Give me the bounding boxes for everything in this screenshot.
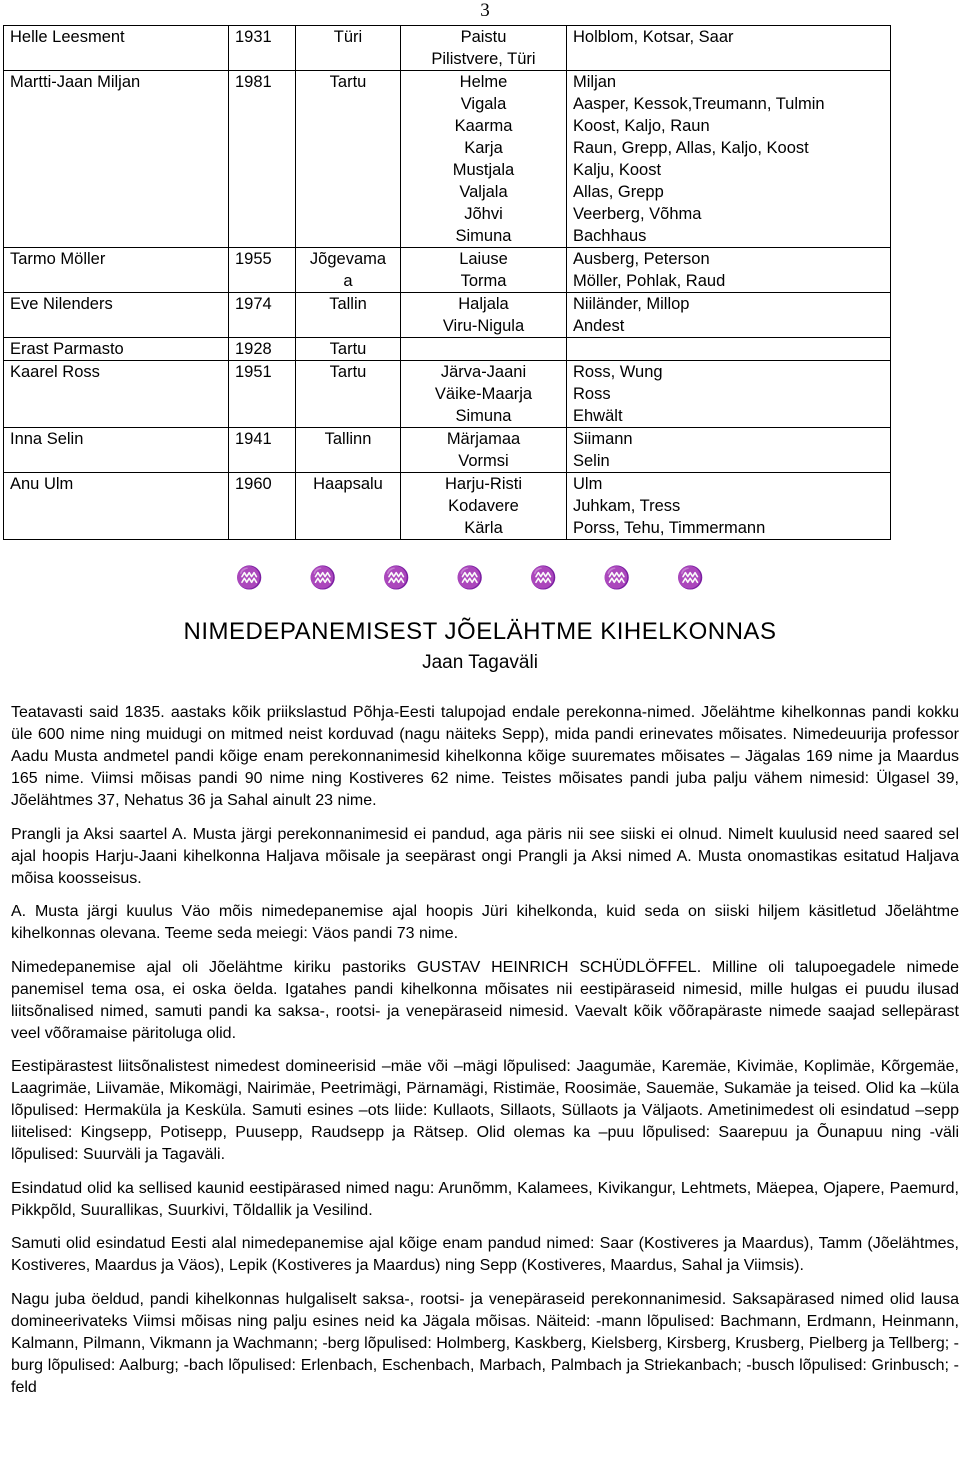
cell-year-text: 1981 xyxy=(235,73,272,91)
cell-manors xyxy=(401,293,567,338)
page-number: 3 xyxy=(480,0,490,21)
cell-place xyxy=(296,293,401,338)
cell-name xyxy=(4,26,229,71)
cell-manors-line: Viru-Nigula xyxy=(442,317,525,335)
cell-names xyxy=(567,71,891,248)
cell-name xyxy=(4,338,229,361)
cell-manors-line: Laiuse xyxy=(459,250,508,268)
cell-names xyxy=(567,293,891,338)
cell-manors-line: Haljala xyxy=(458,295,509,313)
table-row xyxy=(4,71,891,248)
cell-year xyxy=(229,248,296,293)
body-paragraph: Nagu juba öeldud, pandi kihelkonnas hulgaliselt saksa-, rootsi- ja venepäraseid perekonnanimesid. Saksapärased nimed olid lausa domineerivateks Viimsi mõisas ning palju esines neid ka Jägala mõisas. Näiteid: -mann lõpulised: Bachmann, Erdmann, Heinmann, Kalmann, Pilmann, Vikmann ja Wachmann; -berg lõpulised: Holmberg, Kaskberg, Kielsberg, Kirsberg, Krusberg, Pielberg ja Tellberg; -burg lõpulised: Aalburg; -bach lõpulised: Erlenbach, Eschenbach, Marbach, Palmbach ja Striekanbach; -busch lõpulised: Grinbusch; -feld xyxy=(11,1290,959,1396)
cell-place xyxy=(296,248,401,293)
table-row xyxy=(4,293,891,338)
cell-place-line: Jõgevama xyxy=(309,250,387,268)
cell-year xyxy=(229,428,296,473)
cell-names-line: Bachhaus xyxy=(573,227,647,245)
cell-name-text: Helle Leesment xyxy=(10,28,125,46)
cell-place-line: Tallin xyxy=(329,295,367,313)
cell-manors-line: Paistu xyxy=(460,28,507,46)
cell-place xyxy=(296,71,401,248)
body-paragraph: A. Musta järgi kuulus Väo mõis nimedepanemise ajal hoopis Jüri kihelkonda, kuid seda on siiski hiljem käsitletud Jõelähtme kihelkonnas olevana. Teeme seda meiegi: Väos pandi 73 nime. xyxy=(11,903,959,942)
cell-manors-line: Helme xyxy=(459,73,508,91)
cell-names-line: Holblom, Kotsar, Saar xyxy=(573,28,734,46)
cell-year-text: 1928 xyxy=(235,340,272,358)
article-title: NIMEDEPANEMISEST JÕELÄHTME KIHELKONNAS xyxy=(183,618,777,645)
cell-names-line: Siimann xyxy=(573,430,633,448)
cell-name-text: Inna Selin xyxy=(10,430,84,448)
cell-manors xyxy=(401,71,567,248)
table-row xyxy=(4,473,891,540)
cell-place xyxy=(296,473,401,540)
cell-manors-line: Simuna xyxy=(455,407,512,425)
cell-manors-line: Jõhvi xyxy=(464,205,503,223)
cell-names-line: Aasper, Kessok,Treumann, Tulmin xyxy=(573,95,825,113)
cell-manors-line: Väike-Maarja xyxy=(434,385,533,403)
cell-year-text: 1960 xyxy=(235,475,272,493)
cell-names-line: Allas, Grepp xyxy=(573,183,664,201)
cell-year-text: 1974 xyxy=(235,295,272,313)
cell-manors xyxy=(401,248,567,293)
body-paragraph: Prangli ja Aksi saartel A. Musta järgi perekonnanimesid ei pandud, aga päris nii see siiski ei olnud. Nimelt kuulusid need saared sel ajal hoopis Harju-Jaani kihelkonna Haljava mõisale ja seepärast ongi Prangli ja Aksi nimed A. Musta onomastikas esitatud Haljava mõisa koosseisus. xyxy=(11,825,959,887)
cell-name xyxy=(4,293,229,338)
cell-year xyxy=(229,338,296,361)
cell-place-line: Tallinn xyxy=(324,430,372,448)
cell-place-line: Tartu xyxy=(329,363,367,381)
cell-year-text: 1955 xyxy=(235,250,272,268)
person-table xyxy=(3,25,891,540)
cell-manors-line: Kodavere xyxy=(448,497,519,515)
body-paragraph: Samuti olid esindatud Eesti alal nimedepanemise ajal kõige enam pandud nimed: Saar (Kostiveres ja Maardus), Tamm (Jõelähtmes, Kostiveres, Maardus ja Väos), Lepik (Kostiveres ja Maardus) ning Sepp (Kostiveres, Maardus, Sahal ja Viimsis). xyxy=(11,1235,959,1274)
cell-manors-line: Torma xyxy=(460,272,507,290)
cell-year xyxy=(229,293,296,338)
cell-place-line: Türi xyxy=(333,28,363,46)
cell-manors xyxy=(401,428,567,473)
cell-place xyxy=(296,361,401,428)
cell-manors xyxy=(401,26,567,71)
cell-manors-line: Karja xyxy=(464,139,503,157)
table-row xyxy=(4,26,891,71)
cell-names-line: Möller, Pohlak, Raud xyxy=(573,272,726,290)
cell-place-line: Haapsalu xyxy=(313,475,383,493)
table-row xyxy=(4,428,891,473)
cell-name-text: Kaarel Ross xyxy=(10,363,100,381)
cell-manors-line: Vigala xyxy=(460,95,507,113)
cell-names-line: Ausberg, Peterson xyxy=(573,250,710,268)
cell-manors-line: Harju-Risti xyxy=(444,475,522,493)
cell-names-line: Porss, Tehu, Timmermann xyxy=(573,519,766,537)
cell-names-line: Selin xyxy=(573,452,610,470)
cell-year-text: 1951 xyxy=(235,363,272,381)
cell-manors-line: Valjala xyxy=(459,183,508,201)
cell-names-line: Raun, Grepp, Allas, Kaljo, Koost xyxy=(573,139,809,157)
cell-place-line: Tartu xyxy=(329,73,367,91)
cell-names xyxy=(567,428,891,473)
cell-names xyxy=(567,473,891,540)
cell-manors-line: Mustjala xyxy=(452,161,515,179)
table-body xyxy=(4,26,891,540)
cell-names xyxy=(567,361,891,428)
table-row xyxy=(4,248,891,293)
cell-name xyxy=(4,428,229,473)
cell-manors-line: Järva-Jaani xyxy=(440,363,527,381)
cell-place-line: a xyxy=(343,272,353,290)
body-paragraph: Esindatud olid ka sellised kaunid eestipärased nimed nagu: Arunõmm, Kalamees, Kivikangur, Lehtmets, Mäepea, Ojapere, Paemurd, Pikkpõld, Suurallikas, Suurkivi, Tõldallik ja Vesilind. xyxy=(11,1179,959,1219)
cell-names xyxy=(567,26,891,71)
body-paragraph: Nimedepanemise ajal oli Jõelähtme kiriku pastoriks GUSTAV HEINRICH SCHÜDLÖFFEL. Milline oli talupoegadele nimede panemisel tema osa, ei oska öelda. Igatahes pandi kihelkonna mõisates nii eestipäraseid nimesid, mille hulgas ei puudu ilusad liitsõnalised nimed, samuti pandi ka saksa-, rootsi- ja venepäraseid nimesid. Vaevalt kõik võõrapäraste nimede saajad sellepärast veel võõramaise päritoluga olid. xyxy=(11,958,959,1042)
cell-names-line: Miljan xyxy=(573,73,617,91)
cell-names-line: Niiländer, Millop xyxy=(573,295,690,313)
ornament-divider: ♒ ♒ ♒ ♒ ♒ ♒ ♒ xyxy=(235,565,725,590)
cell-manors-line: Kaarma xyxy=(454,117,513,135)
cell-manors xyxy=(401,361,567,428)
table-row xyxy=(4,338,891,361)
cell-names-line: Juhkam, Tress xyxy=(573,497,681,515)
cell-manors xyxy=(401,473,567,540)
cell-names-line: Veerberg, Võhma xyxy=(573,205,702,223)
cell-names-line: Koost, Kaljo, Raun xyxy=(573,117,710,135)
cell-year-text: 1941 xyxy=(235,430,272,448)
body-paragraph: Teatavasti said 1835. aastaks kõik priikslastud Põhja-Eesti talupojad endale perekonna-nimed. Jõelähtme kihelkonnas pandi kokku üle 600 nime ning muidugi on mitmed neist korduvad (nagu näiteks Sepp), mida pandi erinevates mõisates. Nimedeuurija professor Aadu Musta andmetel pandi kõige enam perekonnanimesid kihelkonna kõige suuremates mõisates – Jägalas 169 nime ja Maardus 165 nime. Viimsi mõisas pandi 90 nime ning Kostiveres 62 nime. Teistes mõisates pandi juba palju vähem nimesid: Ülgasel 39, Jõelähtmes 37, Nehatus 36 ja Sahal ainult 23 nime. xyxy=(11,704,959,809)
cell-manors-line: Vormsi xyxy=(458,452,509,470)
cell-manors-line: Pilistvere, Türi xyxy=(431,50,536,68)
cell-name xyxy=(4,361,229,428)
table-row xyxy=(4,361,891,428)
cell-manors-line: Kärla xyxy=(464,519,503,537)
cell-manors-line: Märjamaa xyxy=(446,430,521,448)
cell-manors-line: Simuna xyxy=(455,227,512,245)
cell-place xyxy=(296,26,401,71)
article-body xyxy=(11,702,959,1410)
cell-year xyxy=(229,361,296,428)
cell-name xyxy=(4,71,229,248)
cell-name xyxy=(4,248,229,293)
cell-name-text: Erast Parmasto xyxy=(10,340,124,358)
article-author: Jaan Tagaväli xyxy=(422,652,538,673)
cell-name xyxy=(4,473,229,540)
cell-place xyxy=(296,338,401,361)
cell-names-line: Ross xyxy=(573,385,611,403)
cell-names-line: Andest xyxy=(573,317,625,335)
body-paragraph: Eestipärastest liitsõnalistest nimedest domineerisid –mäe või –mägi lõpulised: Jaagumäe, Karemäe, Kivimäe, Koplimäe, Kõrgemäe, Laagrimäe, Liivamäe, Mikomägi, Nairimäe, Peetrimägi, Pärnamägi, Ristimäe, Roosimäe, Sauemäe, Sukamäe ja teised. Olid ka –küla lõpulised: Hermaküla ja Kesküla. Samuti esines –ots liide: Kullaots, Sillaots, Süllaots ja Väljaots. Ametinimedest oli esindatud –sepp liitelised: Kingsepp, Potisepp, Puusepp, Raudsepp ja Rätsep. Olid olemas ka –puu lõpulised: Saarepuu ja Õunapuu ning -väli lõpulised: Suurväli ja Tagaväli. xyxy=(11,1058,959,1163)
cell-place xyxy=(296,428,401,473)
cell-names-line: Ross, Wung xyxy=(573,363,663,381)
cell-year xyxy=(229,473,296,540)
cell-name-text: Tarmo Möller xyxy=(10,250,106,268)
cell-names-line: Kalju, Koost xyxy=(573,161,662,179)
cell-names xyxy=(567,248,891,293)
cell-place-line: Tartu xyxy=(329,340,367,358)
cell-names-line: Ehwält xyxy=(573,407,623,425)
cell-names xyxy=(567,338,891,361)
cell-year xyxy=(229,71,296,248)
cell-name-text: Eve Nilenders xyxy=(10,295,113,313)
cell-year-text: 1931 xyxy=(235,28,272,46)
cell-name-text: Martti-Jaan Miljan xyxy=(10,73,141,91)
cell-names-line: Ulm xyxy=(573,475,603,493)
cell-name-text: Anu Ulm xyxy=(10,475,74,493)
cell-year xyxy=(229,26,296,71)
cell-manors xyxy=(401,338,567,361)
